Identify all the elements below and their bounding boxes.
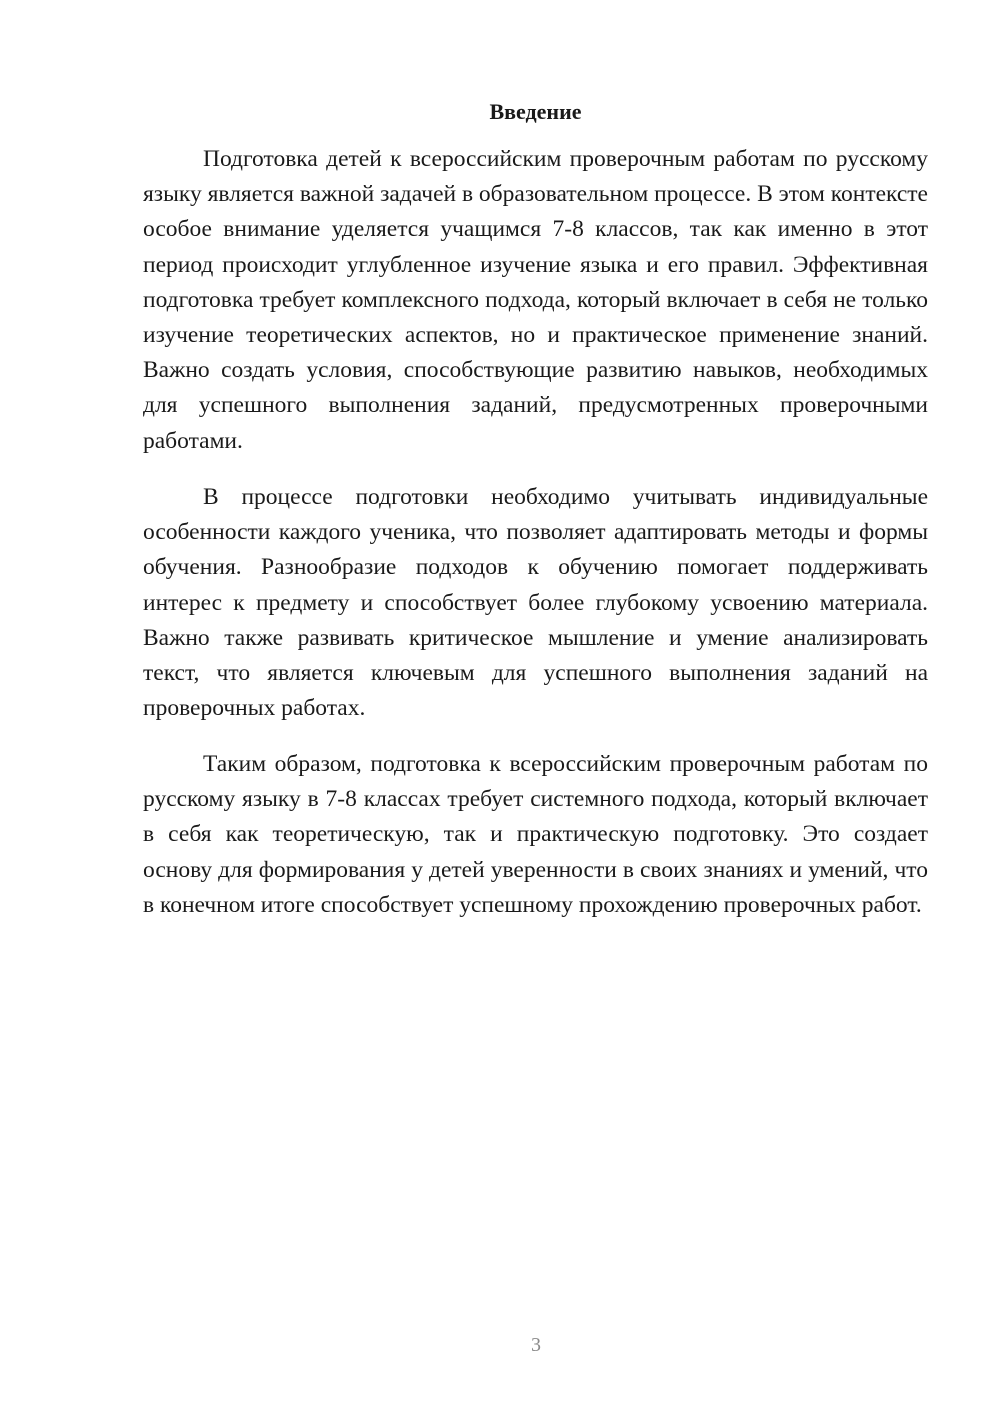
paragraph-2: В процессе подготовки необходимо учитывать индивидуальные особенности каждого ученика, что позволяет адаптировать методы и формы обучения. Разнообразие подходов к обучению помогает поддерживать интерес к предмету и способствует более глубокому усвоению материала. Важно также развивать критическое мышление и умение анализировать текст, что является ключевым для успешного выполнения заданий на проверочных работах. [143, 484, 928, 722]
paragraph-3-block [143, 747, 928, 923]
page-number: 3 [531, 1334, 541, 1356]
section-title: Введение [489, 99, 582, 124]
paragraph-2-block [143, 480, 928, 726]
paragraph-3: Таким образом, подготовка к всероссийским проверочным работам по русскому языку в 7-8 классах требует системного подхода, который включает в себя как теоретическую, так и практическую подготовку. Это создает основу для формирования у детей уверенности в своих знаниях и умений, что в конечном итоге способствует успешному прохождению проверочных работ. [143, 751, 928, 918]
paragraph-1-block [143, 142, 928, 459]
paragraph-1: Подготовка детей к всероссийским проверочным работам по русскому языку является важной задачей в образовательном процессе. В этом контексте особое внимание уделяется учащимся 7-8 классов, так как именно в этот период происходит углубленное изучение языка и его правил. Эффективная подготовка требует комплексного подхода, который включает в себя не только изучение теоретических аспектов, но и практическое применение знаний. Важно создать условия, способствующие развитию навыков, необходимых для успешного выполнения заданий, предусмотренных проверочными работами. [143, 146, 928, 454]
